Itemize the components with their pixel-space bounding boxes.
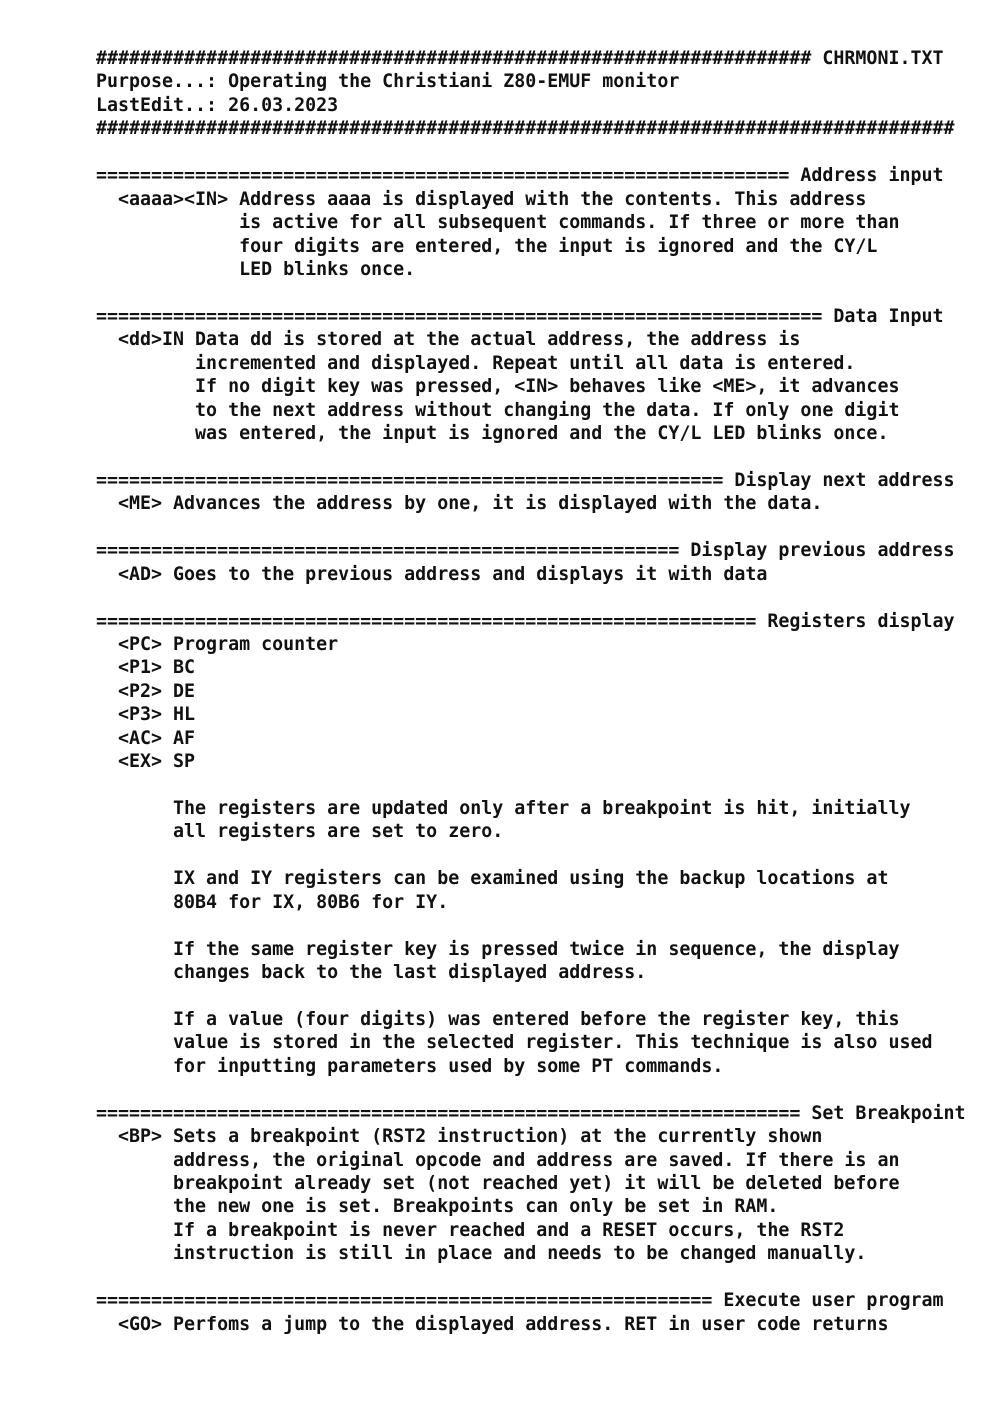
text-line: <ME> Advances the address by one, it is displayed with the data.: [96, 493, 823, 515]
blank-line: [96, 914, 966, 937]
blank-line: [96, 586, 966, 609]
text-line: all registers are set to zero.: [96, 821, 504, 843]
blank-line: [96, 141, 966, 164]
blank-line: [96, 516, 966, 539]
text-line: breakpoint already set (not reached yet) it will be deleted before: [96, 1173, 900, 1194]
text-line: <GO> Perfoms a jump to the displayed address. RET in user code returns: [96, 1313, 889, 1335]
text-line: <dd>IN Data dd is stored at the actual address, the address is: [96, 329, 801, 351]
text-line: to the next address without changing the data. If only one digit: [96, 399, 900, 421]
text-line: IX and IY registers can be examined using the backup locations at: [96, 868, 889, 890]
text-line: <AC> AF: [96, 727, 196, 749]
text-line: If a breakpoint is never reached and a RESET occurs, the RST2: [96, 1219, 845, 1241]
text-line: four digits are entered, the input is ignored and the CY/L: [96, 235, 878, 257]
section-heading-line: ===================================================== Display previous address: [96, 540, 955, 562]
header-rule-line: ##############################################################################: [96, 118, 955, 140]
text-line: The registers are updated only after a breakpoint is hit, initially: [96, 798, 911, 819]
text-line: <P3> HL: [96, 704, 196, 726]
text-line: LED blinks once.: [96, 258, 416, 280]
text-line: incremented and displayed. Repeat until all data is entered.: [96, 352, 856, 374]
text-line: <AD> Goes to the previous address and displays it with data: [96, 563, 768, 585]
text-line: <PC> Program counter: [96, 633, 339, 655]
blank-line: [96, 1078, 966, 1101]
text-line: instruction is still in place and needs to be changed manually.: [96, 1243, 867, 1265]
text-line: changes back to the last displayed address.: [96, 962, 647, 984]
text-document: [96, 47, 966, 1336]
text-line: <BP> Sets a breakpoint (RST2 instruction) at the currently shown: [96, 1126, 823, 1148]
blank-line: [96, 985, 966, 1008]
text-line: If no digit key was pressed, <IN> behaves like <ME>, it advances: [96, 376, 900, 398]
text-line: the new one is set. Breakpoints can only be set in RAM.: [96, 1196, 779, 1218]
section-heading-line: ======================================================== Execute user program: [96, 1290, 944, 1312]
blank-line: [96, 445, 966, 468]
section-heading-line: ============================================================ Registers display: [96, 610, 955, 632]
text-line: is active for all subsequent commands. If three or more than: [96, 212, 900, 234]
text-line: was entered, the input is ignored and the CY/L LED blinks once.: [96, 423, 889, 444]
text-line: Purpose...: Operating the Christiani Z80-EMUF monitor: [96, 71, 680, 93]
text-line: <EX> SP: [96, 751, 196, 773]
text-line: address, the original opcode and address are saved. If there is an: [96, 1149, 900, 1171]
header-rule-line: ################################################################# CHRMONI.TXT: [96, 48, 944, 69]
section-heading-line: =============================================================== Address input: [96, 165, 944, 187]
section-heading-line: ================================================================== Data Input: [96, 305, 944, 327]
text-line: <P1> BC: [96, 657, 196, 679]
text-line: for inputting parameters used by some PT commands.: [96, 1055, 724, 1077]
text-line: 80B4 for IX, 80B6 for IY.: [96, 891, 449, 913]
blank-line: [96, 281, 966, 304]
section-heading-line: ================================================================ Set Breakpoint: [96, 1102, 966, 1124]
text-line: <P2> DE: [96, 680, 196, 702]
text-line: If a value (four digits) was entered before the register key, this: [96, 1008, 900, 1030]
section-heading-line: ========================================================= Display next address: [96, 469, 955, 491]
text-line: If the same register key is pressed twice in sequence, the display: [96, 938, 900, 960]
blank-line: [96, 774, 966, 797]
text-line: <aaaa><IN> Address aaaa is displayed with the contents. This address: [96, 188, 867, 210]
blank-line: [96, 1266, 966, 1289]
text-line: LastEdit..: 26.03.2023: [96, 94, 339, 116]
text-line: value is stored in the selected register. This technique is also used: [96, 1032, 933, 1054]
blank-line: [96, 844, 966, 867]
